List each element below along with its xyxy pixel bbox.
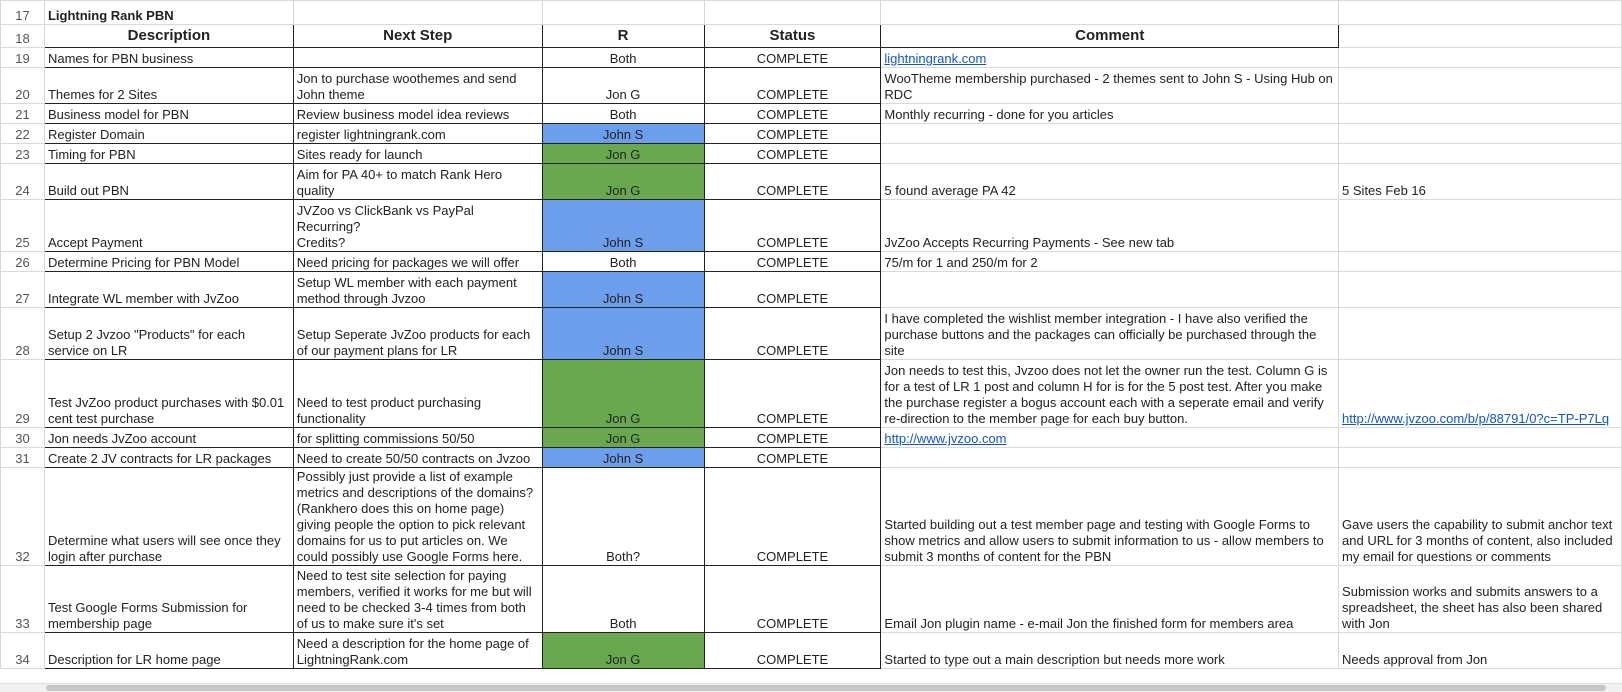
extra-note-cell[interactable] xyxy=(1339,200,1622,252)
description-cell[interactable]: Setup 2 Jvzoo "Products" for each service on LR xyxy=(44,308,293,360)
description-cell[interactable]: Determine Pricing for PBN Model xyxy=(44,252,293,272)
responsible-cell[interactable]: John S xyxy=(542,448,704,468)
row-number[interactable]: 27 xyxy=(1,272,45,308)
next-step-cell[interactable]: Setup Seperate JvZoo products for each of our payment plans for LR xyxy=(293,308,542,360)
row-number[interactable]: 34 xyxy=(1,633,45,669)
extra-note-cell[interactable] xyxy=(1339,144,1622,164)
comment-cell[interactable]: lightningrank.com xyxy=(881,48,1339,68)
responsible-cell[interactable]: Jon G xyxy=(542,428,704,448)
next-step-cell[interactable]: Need pricing for packages we will offer xyxy=(293,252,542,272)
table-row xyxy=(1,48,1622,68)
row-number[interactable]: 19 xyxy=(1,48,45,68)
comment-cell[interactable]: http://www.jvzoo.com xyxy=(881,428,1339,448)
comment-cell[interactable]: Started building out a test member page and testing with Google Forms to show metrics and allow users to submit information to us - allow members to submit 3 months of content for the PBN xyxy=(881,468,1339,566)
description-cell[interactable]: Business model for PBN xyxy=(44,104,293,124)
comment-cell[interactable]: 5 found average PA 42 xyxy=(881,164,1339,200)
next-step-cell[interactable]: Need a description for the home page of LightningRank.com xyxy=(293,633,542,669)
responsible-cell[interactable]: Jon G xyxy=(542,144,704,164)
extra-note-cell[interactable] xyxy=(1339,68,1622,104)
description-cell[interactable]: Jon needs JvZoo account xyxy=(44,428,293,448)
table-row xyxy=(1,252,1622,272)
row-number[interactable]: 29 xyxy=(1,360,45,428)
table-row xyxy=(1,448,1622,468)
sheet-title[interactable]: Lightning Rank PBN xyxy=(44,1,293,25)
table-row xyxy=(1,272,1622,308)
status-cell[interactable]: COMPLETE xyxy=(704,308,881,360)
row-number[interactable]: 30 xyxy=(1,428,45,448)
description-cell[interactable]: Test JvZoo product purchases with $0.01 cent test purchase xyxy=(44,360,293,428)
row-number[interactable]: 20 xyxy=(1,68,45,104)
comment-cell[interactable] xyxy=(881,144,1339,164)
description-cell[interactable]: Description for LR home page xyxy=(44,633,293,669)
description-cell[interactable]: Themes for 2 Sites xyxy=(44,68,293,104)
row-number[interactable]: 21 xyxy=(1,104,45,124)
status-cell[interactable]: COMPLETE xyxy=(704,468,881,566)
header-comment[interactable]: Comment xyxy=(881,25,1339,48)
table-row xyxy=(1,124,1622,144)
responsible-cell[interactable]: Both xyxy=(542,252,704,272)
status-cell[interactable]: COMPLETE xyxy=(704,633,881,669)
row-number[interactable]: 26 xyxy=(1,252,45,272)
next-step-cell[interactable]: Sites ready for launch xyxy=(293,144,542,164)
status-cell[interactable]: COMPLETE xyxy=(704,48,881,68)
comment-cell[interactable]: 75/m for 1 and 250/m for 2 xyxy=(881,252,1339,272)
responsible-cell[interactable]: Both xyxy=(542,566,704,633)
row-number[interactable]: 31 xyxy=(1,448,45,468)
status-cell[interactable]: COMPLETE xyxy=(704,124,881,144)
extra-note-cell[interactable] xyxy=(1339,252,1622,272)
table-row xyxy=(1,68,1622,104)
responsible-cell[interactable]: Jon G xyxy=(542,68,704,104)
cell[interactable] xyxy=(293,1,542,25)
table-row xyxy=(1,104,1622,124)
description-cell[interactable]: Test Google Forms Submission for membership page xyxy=(44,566,293,633)
description-cell[interactable]: Build out PBN xyxy=(44,164,293,200)
responsible-cell[interactable]: John S xyxy=(542,200,704,252)
status-cell[interactable]: COMPLETE xyxy=(704,448,881,468)
responsible-cell[interactable]: Jon G xyxy=(542,360,704,428)
row-number[interactable]: 24 xyxy=(1,164,45,200)
cell[interactable] xyxy=(1339,25,1622,48)
status-cell[interactable]: COMPLETE xyxy=(704,428,881,448)
next-step-cell[interactable]: Need to test product purchasing functionality xyxy=(293,360,542,428)
extra-note-cell[interactable] xyxy=(1339,448,1622,468)
responsible-cell[interactable]: Both? xyxy=(542,468,704,566)
table-row xyxy=(1,468,1622,566)
cell[interactable] xyxy=(881,1,1339,25)
status-cell[interactable]: COMPLETE xyxy=(704,360,881,428)
next-step-cell[interactable]: register lightningrank.com xyxy=(293,124,542,144)
table-row xyxy=(1,428,1622,448)
responsible-cell[interactable]: John S xyxy=(542,272,704,308)
extra-note-cell[interactable]: Submission works and submits answers to a spreadsheet, the sheet has also been shared with Jon xyxy=(1339,566,1622,633)
header-description[interactable]: Description xyxy=(44,25,293,48)
table-row xyxy=(1,144,1622,164)
next-step-cell[interactable]: Aim for PA 40+ to match Rank Hero quality xyxy=(293,164,542,200)
next-step-cell[interactable] xyxy=(293,48,542,68)
extra-note-cell[interactable] xyxy=(1339,272,1622,308)
status-cell[interactable]: COMPLETE xyxy=(704,200,881,252)
comment-cell[interactable] xyxy=(881,272,1339,308)
status-cell[interactable]: COMPLETE xyxy=(704,144,881,164)
extra-note-cell[interactable]: http://www.jvzoo.com/b/p/88791/0?c=TP-P7Lq xyxy=(1339,360,1622,428)
next-step-cell[interactable]: Possibly just provide a list of example metrics and descriptions of the domains? (Rankhero does this on home page) giving people the option to pick relevant domains for us to put articles on. We could possibly use Google Forms here. xyxy=(293,468,542,566)
description-cell[interactable]: Create 2 JV contracts for LR packages xyxy=(44,448,293,468)
comment-cell[interactable]: I have completed the wishlist member integration - I have also verified the purchase buttons and the packages can officially be purchased through the site xyxy=(881,308,1339,360)
status-cell[interactable]: COMPLETE xyxy=(704,252,881,272)
row-number[interactable]: 28 xyxy=(1,308,45,360)
header-row xyxy=(1,25,1622,48)
status-cell[interactable]: COMPLETE xyxy=(704,164,881,200)
responsible-cell[interactable]: Both xyxy=(542,104,704,124)
row-number[interactable]: 32 xyxy=(1,468,45,566)
extra-note-cell[interactable] xyxy=(1339,124,1622,144)
comment-cell[interactable] xyxy=(881,448,1339,468)
description-cell[interactable]: Determine what users will see once they login after purchase xyxy=(44,468,293,566)
next-step-cell[interactable]: Need to test site selection for paying members, verified it works for me but will need to be checked 3-4 times from both of us to make sure it's set xyxy=(293,566,542,633)
next-step-cell[interactable]: Review business model idea reviews xyxy=(293,104,542,124)
description-cell[interactable]: Register Domain xyxy=(44,124,293,144)
comment-cell[interactable] xyxy=(881,124,1339,144)
extra-note-cell[interactable]: 5 Sites Feb 16 xyxy=(1339,164,1622,200)
row-number[interactable]: 22 xyxy=(1,124,45,144)
header-status[interactable]: Status xyxy=(704,25,881,48)
extra-note-cell[interactable]: Gave users the capability to submit anchor text and URL for 3 months of content, also included my email for questions or comments xyxy=(1339,468,1622,566)
extra-note-cell[interactable] xyxy=(1339,308,1622,360)
status-cell[interactable]: COMPLETE xyxy=(704,68,881,104)
header-r[interactable]: R xyxy=(542,25,704,48)
cell[interactable] xyxy=(704,1,881,25)
row-number[interactable]: 18 xyxy=(1,25,45,48)
responsible-cell[interactable]: Jon G xyxy=(542,633,704,669)
extra-note-cell[interactable] xyxy=(1339,48,1622,68)
comment-cell[interactable]: Started to type out a main description but needs more work xyxy=(881,633,1339,669)
next-step-cell[interactable]: Jon to purchase woothemes and send John theme xyxy=(293,68,542,104)
status-cell[interactable]: COMPLETE xyxy=(704,104,881,124)
next-step-cell[interactable]: Need to create 50/50 contracts on Jvzoo xyxy=(293,448,542,468)
responsible-cell[interactable]: Both xyxy=(542,48,704,68)
comment-cell[interactable]: Monthly recurring - done for you articles xyxy=(881,104,1339,124)
next-step-cell[interactable]: Setup WL member with each payment method through Jvzoo xyxy=(293,272,542,308)
responsible-cell[interactable]: John S xyxy=(542,308,704,360)
next-step-cell[interactable]: for splitting commissions 50/50 xyxy=(293,428,542,448)
table-row xyxy=(1,360,1622,428)
row-number[interactable]: 25 xyxy=(1,200,45,252)
description-cell[interactable]: Integrate WL member with JvZoo xyxy=(44,272,293,308)
extra-note-cell[interactable]: Needs approval from Jon xyxy=(1339,633,1622,669)
cell[interactable] xyxy=(542,1,704,25)
description-cell[interactable]: Names for PBN business xyxy=(44,48,293,68)
responsible-cell[interactable]: Jon G xyxy=(542,164,704,200)
scrollbar-thumb[interactable] xyxy=(46,685,1606,691)
comment-cell[interactable]: JvZoo Accepts Recurring Payments - See new tab xyxy=(881,200,1339,252)
table-row xyxy=(1,164,1622,200)
extra-note-cell[interactable] xyxy=(1339,428,1622,448)
next-step-cell[interactable]: JVZoo vs ClickBank vs PayPal Recurring? Credits? xyxy=(293,200,542,252)
cell[interactable] xyxy=(1339,1,1622,25)
table-row xyxy=(1,633,1622,669)
status-cell[interactable]: COMPLETE xyxy=(704,566,881,633)
row-number[interactable]: 23 xyxy=(1,144,45,164)
table-row xyxy=(1,308,1622,360)
description-cell[interactable]: Accept Payment xyxy=(44,200,293,252)
header-next-step[interactable]: Next Step xyxy=(293,25,542,48)
description-cell[interactable]: Timing for PBN xyxy=(44,144,293,164)
table-row xyxy=(1,566,1622,633)
comment-cell[interactable]: WooTheme membership purchased - 2 themes sent to John S - Using Hub on RDC xyxy=(881,68,1339,104)
comment-cell[interactable]: Email Jon plugin name - e-mail Jon the finished form for members area xyxy=(881,566,1339,633)
status-cell[interactable]: COMPLETE xyxy=(704,272,881,308)
responsible-cell[interactable]: John S xyxy=(542,124,704,144)
row-number[interactable]: 17 xyxy=(1,1,45,25)
row-number[interactable]: 33 xyxy=(1,566,45,633)
comment-cell[interactable]: Jon needs to test this, Jvzoo does not let the owner run the test. Column G is for a test of LR 1 post and column H for is for the 5 post test. After you make the purchase register a bogus account each with a seperate email and verify re-direction to the member page for each buy button. xyxy=(881,360,1339,428)
table-row xyxy=(1,200,1622,252)
extra-note-cell[interactable] xyxy=(1339,104,1622,124)
title-row xyxy=(1,1,1622,25)
